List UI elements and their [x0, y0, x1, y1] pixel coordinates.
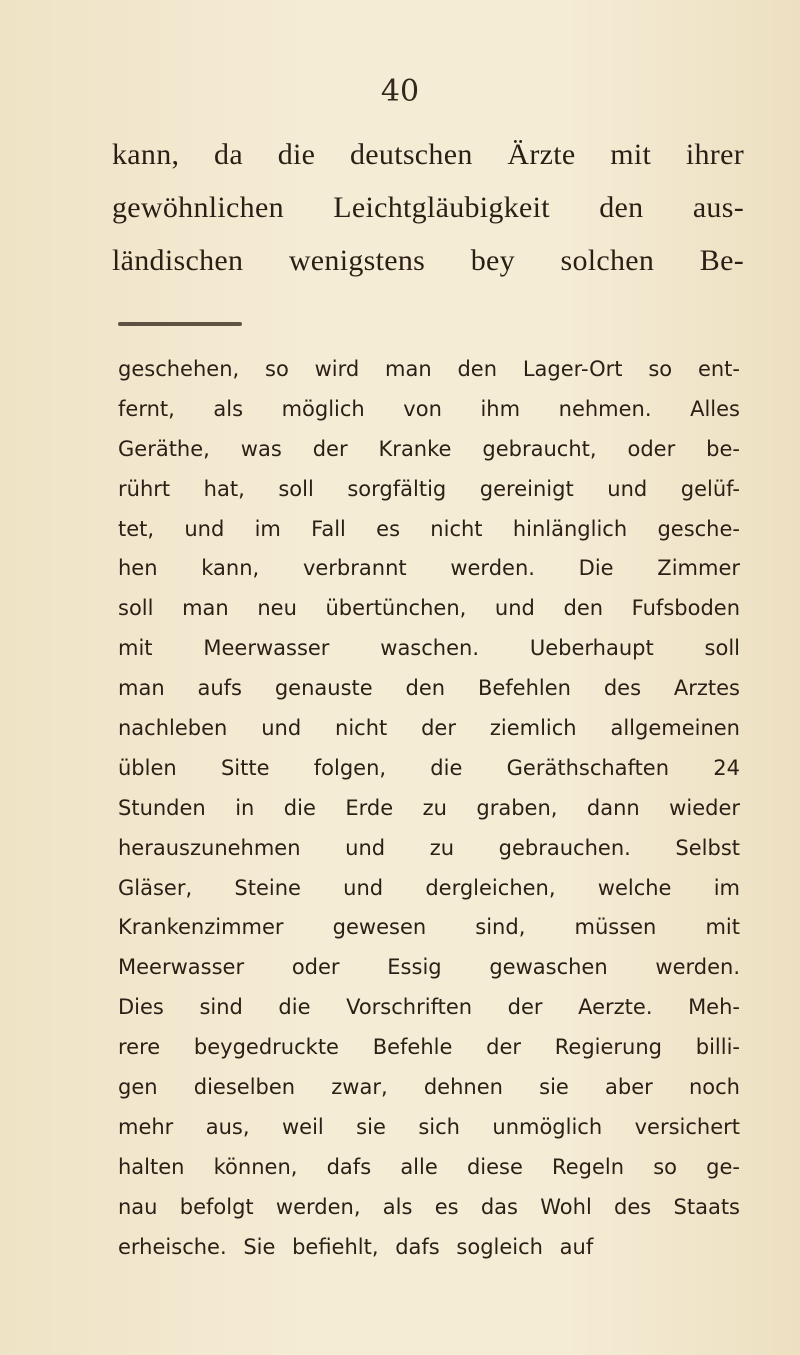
top-text-line: gewöhnlichen Leichtgläubigkeit den aus-	[112, 191, 744, 224]
body-text-line: nachleben und nicht der ziemlich allgemeinen	[118, 716, 740, 741]
top-text-line: ländischen wenigstens bey solchen Be-	[112, 244, 744, 277]
body-text-line: nau befolgt werden, als es das Wohl des Staats	[118, 1194, 740, 1219]
body-text-line: Krankenzimmer gewesen sind, müssen mit	[118, 915, 740, 940]
body-text-line: rührt hat, soll sorgfältig gereinigt und gelüf-	[118, 476, 740, 501]
body-text-block	[118, 350, 740, 1267]
body-text-line: Dies sind die Vorschriften der Aerzte. Meh-	[118, 995, 740, 1020]
body-text-line: fernt, als möglich von ihm nehmen. Alles	[118, 396, 740, 421]
body-text-line: rere beygedruckte Befehle der Regierung billi-	[118, 1035, 740, 1060]
body-text-line: üblen Sitte folgen, die Geräthschaften 24	[118, 755, 740, 780]
body-text-line: geschehen, so wird man den Lager-Ort so ent-	[118, 357, 740, 381]
section-divider	[118, 322, 242, 326]
body-text-line: mit Meerwasser waschen. Ueberhaupt soll	[118, 636, 740, 661]
body-text-line: Stunden in die Erde zu graben, dann wieder	[118, 795, 740, 820]
top-text-block	[112, 128, 744, 287]
body-text-line: soll man neu übertünchen, und den Fufsboden	[118, 596, 740, 621]
body-text-line: Gläser, Steine und dergleichen, welche im	[118, 875, 740, 900]
body-text-line: Meerwasser oder Essig gewaschen werden.	[118, 955, 740, 980]
body-text-line: mehr aus, weil sie sich unmöglich versichert	[118, 1114, 740, 1139]
body-text-line: erheische. Sie befiehlt, dafs sogleich auf	[118, 1234, 594, 1259]
body-text-line: halten können, dafs alle diese Regeln so ge-	[118, 1154, 740, 1179]
top-text-line: kann, da die deutschen Ärzte mit ihrer	[112, 138, 744, 171]
body-text-line: gen dieselben zwar, dehnen sie aber noch	[118, 1075, 740, 1100]
body-text-line: hen kann, verbrannt werden. Die Zimmer	[118, 556, 740, 581]
body-text-line: tet, und im Fall es nicht hinlänglich gesche-	[118, 516, 740, 541]
body-text-line: Geräthe, was der Kranke gebraucht, oder be-	[118, 436, 740, 461]
body-text-line: herauszunehmen und zu gebrauchen. Selbst	[118, 835, 740, 860]
body-text-line: man aufs genauste den Befehlen des Arztes	[118, 676, 740, 701]
page-number: 40	[380, 74, 420, 109]
